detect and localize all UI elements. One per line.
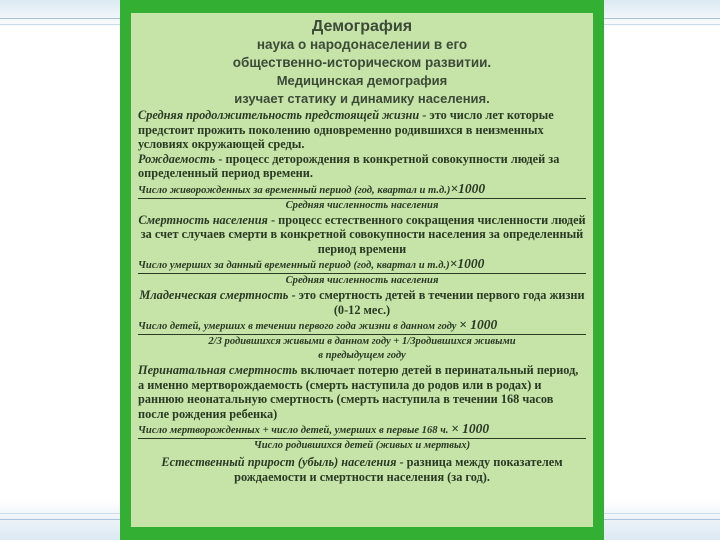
term-life-expectancy: Средняя продолжительность предстоящей жизни — [138, 108, 420, 122]
term-infant-mortality: Младенческая смертность — [139, 288, 289, 302]
term-birth-rate: Рождаемость — [138, 151, 216, 166]
infant-mortality-definition — [138, 288, 586, 317]
medical-demography-desc: изучает статику и динамику населения. — [234, 91, 490, 106]
perinatal-formula-denominator: Число родившихся детей (живых и мертвых) — [253, 440, 471, 451]
life-expectancy-definition — [138, 108, 586, 152]
perinatal-numerator-text: Число мертворожденных + число детей, умерших в первые 168 ч. — [138, 425, 449, 436]
infant-mortality-numerator-text: Число детей, умерших в течении первого года жизни в данном году — [138, 321, 457, 332]
perinatal-mortality-text: включает потерю детей в перинатальный период, а именно мертворождаемость (смерть наступила до родов или в родах) и раннюю неонатальную смертность (смерть наступила в течении 168 часов после рождения ребенка) — [138, 363, 579, 421]
life-expectancy-text: - это число лет которые предстоит прожить поколению одновременно родившихся в неизменных условиях окружающей среды. — [138, 108, 554, 151]
perinatal-multiplier: × 1000 — [451, 421, 490, 436]
slide-title: Демография — [311, 18, 413, 35]
infant-mortality-text: - это смертность детей в течении первого года жизни (0-12 мес.) — [288, 288, 585, 317]
infant-mortality-denominator-line-1: 2/3 родившихся живыми в данном году + 1/3родившихся живыми — [208, 336, 516, 347]
content-panel — [131, 13, 593, 527]
mortality-multiplier: ×1000 — [449, 256, 485, 271]
birth-rate-formula-denominator: Средняя численность населения — [285, 199, 439, 211]
term-natural-growth: Естественный прирост (убыль) населения — [161, 455, 397, 469]
birth-rate-formula-numerator — [138, 181, 586, 199]
term-perinatal-mortality: Перинатальная смертность — [138, 363, 298, 377]
infant-mortality-denominator-line-2: в предыдущем году — [318, 350, 406, 361]
subtitle-line-2: общественно-историческом развитии. — [232, 55, 492, 70]
definitions-body — [138, 108, 586, 484]
birth-rate-text: - процесс деторождения в конкретной совокупности людей за определенный период времени. — [138, 151, 560, 180]
birth-rate-numerator-text: Число живорожденных за временный период (год, квартал и т.д.) — [138, 184, 451, 196]
subtitle-line-1: наука о народонаселении в его — [256, 37, 468, 52]
perinatal-formula-numerator — [138, 421, 586, 439]
natural-growth-text: - разница между показателем рождаемости и смертности населения (за год). — [234, 455, 563, 484]
medical-demography-title: Медицинская демография — [276, 73, 448, 88]
infant-mortality-formula-numerator — [138, 317, 586, 335]
term-mortality: Смертность населения — [138, 212, 268, 227]
birth-rate-multiplier: ×1000 — [450, 180, 486, 196]
mortality-definition — [138, 213, 586, 257]
mortality-text: - процесс естественного сокращения численности людей за счет случаев смерти в конкретной совокупности населения за определенный период времени — [140, 212, 586, 256]
natural-growth-definition — [138, 455, 586, 484]
mortality-formula-numerator — [138, 256, 586, 274]
slide-frame — [120, 0, 604, 540]
birth-rate-definition — [138, 152, 586, 181]
perinatal-mortality-definition — [138, 363, 586, 421]
mortality-numerator-text: Число умерших за данный временный период (год, квартал и т.д.) — [138, 260, 450, 271]
infant-mortality-multiplier: × 1000 — [459, 317, 498, 332]
mortality-formula-denominator: Средняя численность населения — [285, 275, 439, 286]
